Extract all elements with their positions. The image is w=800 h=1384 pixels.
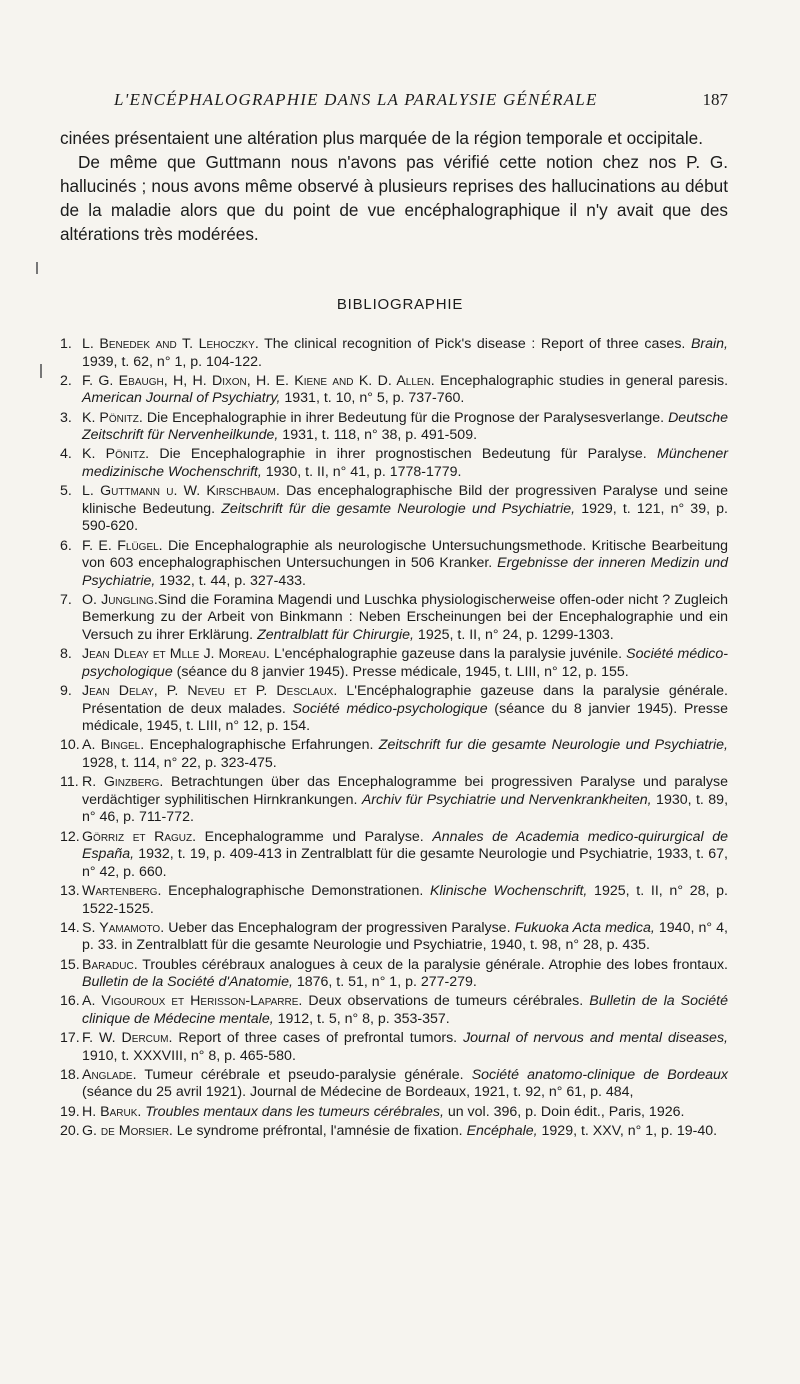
bibliography-entry	[60, 483, 728, 536]
entry-source: Encéphale,	[466, 1122, 538, 1139]
entry-title: Report of three cases of prefrontal tumors.	[172, 1030, 464, 1047]
bibliography-entry	[60, 683, 728, 736]
entry-authors: H. Baruk.	[82, 1103, 142, 1120]
entry-number: 7.	[60, 591, 72, 608]
entry-details: 1931, t. 10, n° 5, p. 737-760.	[280, 390, 465, 407]
entry-number: 12.	[60, 828, 80, 845]
bibliography-entry	[60, 829, 728, 882]
bibliography-entry	[60, 774, 728, 827]
bibliography-entry	[60, 883, 728, 918]
entry-details: 1929, t. XXV, n° 1, p. 19-40.	[537, 1122, 718, 1139]
entry-details: 1928, t. 114, n° 22, p. 323-475.	[82, 755, 277, 771]
bibliography-entry	[60, 737, 728, 772]
entry-authors: Wartenberg.	[82, 882, 162, 899]
body-text	[60, 126, 728, 246]
entry-source: Klinische Wochenschrift,	[430, 882, 588, 899]
entry-title: Sind die Foramina Magendi und Luschka physiologischerweise offen-oder nicht ? Zugleich Bemerkung zu der Arbeit von Binkmann : Neben Erscheinungen bei der Encephalographie und ein Versuch zu ihrer Erklärung.	[82, 591, 728, 644]
entry-number: 9.	[60, 683, 72, 700]
bibliography-entry	[60, 993, 728, 1028]
entry-title: Betrachtungen über das Encephalogramme bei progressiven Paralyse und paralyse verdächtiger syphilitischen Hirnkrankungen.	[82, 774, 728, 808]
entry-details: 1929, t. 121, n° 39, p. 590-620.	[82, 500, 728, 535]
entry-number: 5.	[60, 483, 72, 500]
entry-source: Annales de Academia medico-quirurgical de España,	[82, 828, 728, 863]
entry-title: Encephalographische Erfahrungen.	[144, 737, 379, 754]
entry-source: Société médico-psychologique	[292, 700, 488, 717]
entry-number: 4.	[60, 446, 72, 463]
entry-source: Société médico-psychologique	[82, 646, 729, 680]
entry-authors: F. G. Ebaugh, H, H. Dixon, H. E. Kiene and K. D. Allen.	[82, 372, 435, 389]
entry-authors: Baraduc.	[82, 956, 138, 973]
entry-number: 18.	[60, 1066, 80, 1083]
entry-authors: Görriz et Raguz.	[82, 828, 197, 845]
entry-source: Archiv für Psychiatrie und Nervenkrankheiten,	[361, 791, 652, 808]
entry-authors: S. Yamamoto.	[82, 919, 165, 936]
entry-title: Das encephalographische Bild der progressiven Paralyse und seine klinische Bedeutung.	[82, 483, 729, 517]
entry-details: 1930, t. 89, n° 46, p. 711-772.	[82, 791, 729, 826]
entry-title: L'encéphalographie gazeuse dans la paralysie juvénile.	[269, 646, 627, 663]
entry-authors: K. Pönitz.	[82, 409, 143, 426]
entry-source: Zeitschrift für die gesamte Neurologie und Psychiatrie,	[221, 500, 576, 517]
entry-authors: Jean Dleay et Mlle J. Moreau.	[82, 646, 270, 663]
entry-source: Zeitschrift fur die gesamte Neurologie und Psychiatrie,	[378, 737, 728, 754]
entry-authors: A. Vigouroux et Herisson-Laparre.	[82, 993, 303, 1010]
entry-source: Münchener medizinische Wochenschrift,	[82, 446, 728, 480]
bibliography-entry	[60, 957, 728, 992]
entry-details: 1940, n° 4, p. 33. in Zentralblatt für die gesamte Neurologie und Psychiatrie, 1940, t. 98, n° 28, p. 435.	[82, 919, 729, 954]
entry-details: 1939, t. 62, n° 1, p. 104-122.	[82, 353, 262, 370]
paragraph: cinées présentaient une altération plus marquée de la région temporale et occipitale.	[60, 128, 704, 148]
entry-title: L'Encéphalographie gazeuse dans la paralysie générale. Présentation de deux malades.	[82, 683, 728, 717]
entry-title: Le syndrome préfrontal, l'amnésie de fixation.	[172, 1122, 467, 1139]
entry-authors: A. Bingel.	[82, 737, 145, 754]
bibliography-list	[60, 336, 728, 1142]
entry-source: American Journal of Psychiatry,	[82, 390, 281, 407]
bibliography-entry	[60, 1104, 728, 1122]
entry-number: 1.	[60, 336, 72, 352]
bibliography-entry	[60, 592, 728, 645]
entry-source: Deutsche Zeitschrift für Nervenheilkunde,	[82, 409, 728, 444]
entry-source: Journal of nervous and mental diseases,	[463, 1030, 728, 1047]
bibliography-entry	[60, 410, 728, 445]
entry-title: Ueber das Encephalogram der progressiven Paralyse.	[164, 919, 515, 936]
bibliography-entry	[60, 373, 728, 408]
entry-source: Ergebnisse der inneren Medizin und Psychiatrie,	[82, 555, 729, 589]
entry-authors: Jean Delay, P. Neveu et P. Desclaux.	[82, 683, 338, 700]
entry-title: Encephalographische Demonstrationen.	[161, 882, 430, 899]
entry-details: 1932, t. 19, p. 409-413 in Zentralblatt für die gesamte Neurologie und Psychiatrie, 1933, t. 67, n° 42, p. 660.	[82, 846, 728, 880]
entry-source: Bulletin de la Société clinique de Médecine mentale,	[82, 993, 728, 1027]
margin-mark	[40, 364, 42, 378]
entry-details: 1925, t. II, n° 24, p. 1299-1303.	[413, 627, 614, 644]
entry-number: 19.	[60, 1103, 80, 1120]
entry-number: 13.	[60, 882, 80, 899]
entry-authors: Anglade.	[82, 1066, 137, 1083]
entry-authors: F. W. Dercum.	[82, 1030, 173, 1047]
entry-authors: L. Guttmann u. W. Kirschbaum.	[82, 483, 280, 500]
entry-title: Deux observations de tumeurs cérébrales.	[302, 993, 590, 1010]
bibliography-entry	[60, 646, 728, 681]
entry-details: (séance du 8 janvier 1945). Presse médicale, 1945, t. LIII, n° 12, p. 155.	[172, 663, 629, 680]
entry-details: 1932, t. 44, p. 327-433.	[155, 572, 306, 589]
entry-details: (séance du 25 avril 1921). Journal de Médecine de Bordeaux, 1921, t. 92, n° 61, p. 484,	[82, 1084, 634, 1101]
entry-source: Fukuoka Acta medica,	[514, 919, 655, 936]
bibliography-entry	[60, 1030, 728, 1065]
entry-details: 1930, t. II, n° 41, p. 1778-1779.	[261, 463, 462, 480]
bibliography-heading: BIBLIOGRAPHIE	[336, 296, 464, 313]
entry-number: 10.	[60, 737, 80, 754]
running-title: L'ENCÉPHALOGRAPHIE DANS LA PARALYSIE GÉNÉRALE	[114, 90, 598, 109]
entry-title: The clinical recognition of Pick's disease : Report of three cases.	[258, 336, 691, 352]
entry-number: 2.	[60, 372, 72, 389]
bibliography-entry	[60, 1123, 728, 1141]
entry-details: 1912, t. 5, n° 8, p. 353-357.	[273, 1010, 450, 1027]
entry-details: 1925, t. II, n° 28, p. 1522-1525.	[82, 882, 728, 917]
entry-details: 1931, t. 118, n° 38, p. 491-509.	[278, 427, 478, 444]
entry-authors: O. Jungling.	[82, 591, 158, 608]
entry-title: Encephalogramme und Paralyse.	[196, 828, 433, 845]
entry-number: 8.	[60, 646, 72, 663]
entry-authors: L. Benedek and T. Lehoczky.	[82, 336, 259, 352]
entry-title: Troubles cérébraux analogues à ceux de la paralysie générale. Atrophie des lobes frontaux.	[137, 956, 728, 973]
bibliography-entry	[60, 446, 728, 481]
running-head	[60, 90, 728, 116]
entry-source: Brain,	[690, 336, 728, 352]
margin-mark	[36, 262, 38, 274]
entry-authors: K. Pönitz.	[82, 446, 150, 463]
entry-number: 17.	[60, 1030, 80, 1047]
entry-number: 15.	[60, 956, 80, 973]
entry-authors: F. E. Flügel.	[82, 537, 163, 554]
entry-source: Zentralblatt für Chirurgie,	[257, 627, 414, 644]
entry-number: 20.	[60, 1122, 80, 1139]
bibliography-entry	[60, 538, 728, 591]
entry-title: Encephalographic studies in general paresis.	[434, 372, 729, 389]
entry-title: Die Encephalographie in ihrer prognostischen Bedeutung für Paralyse.	[149, 446, 658, 463]
entry-authors: G. de Morsier.	[82, 1122, 173, 1139]
page-number: 187	[702, 90, 728, 109]
bibliography-entry	[60, 336, 728, 371]
bibliography-entry	[60, 920, 728, 955]
entry-details: (séance du 8 janvier 1945). Presse médicale, 1945, t. LIII, n° 12, p. 154.	[82, 700, 728, 735]
entry-title: Die Encephalographie in ihrer Bedeutung für die Prognose der Paralysesverlange.	[142, 409, 669, 426]
bibliography-entry	[60, 1067, 728, 1102]
entry-number: 11.	[60, 774, 79, 791]
entry-title: Die Encephalographie als neurologische Untersuchungsmethode. Kritische Bearbeitung von 603 encephalographischen Untersuchungen in 506 Kranker.	[82, 537, 728, 572]
paragraph: De même que Guttmann nous n'avons pas vérifié cette notion chez nos P. G. hallucinés ; nous avons même observé à plusieurs reprises des hallucinations au début de la maladie alors que du point de vue encéphalographique il n'y avait que des altérations très modérées.	[60, 152, 728, 244]
entry-number: 6.	[60, 537, 72, 554]
entry-source: Bulletin de la Société d'Anatomie,	[82, 974, 293, 991]
entry-details: 1876, t. 51, n° 1, p. 277-279.	[292, 974, 477, 991]
entry-source: Troubles mentaux dans les tumeurs cérébrales,	[145, 1103, 444, 1120]
entry-source: Société anatomo-clinique de Bordeaux	[471, 1066, 729, 1083]
entry-title: Tumeur cérébrale et pseudo-paralysie générale.	[136, 1066, 472, 1083]
entry-number: 16.	[60, 993, 80, 1010]
entry-details: un vol. 396, p. Doin édit., Paris, 1926.	[443, 1103, 685, 1120]
entry-number: 14.	[60, 919, 80, 936]
entry-details: 1910, t. XXXVIII, n° 8, p. 465-580.	[82, 1047, 296, 1064]
entry-number: 3.	[60, 409, 72, 426]
entry-authors: R. Ginzberg.	[82, 774, 164, 791]
